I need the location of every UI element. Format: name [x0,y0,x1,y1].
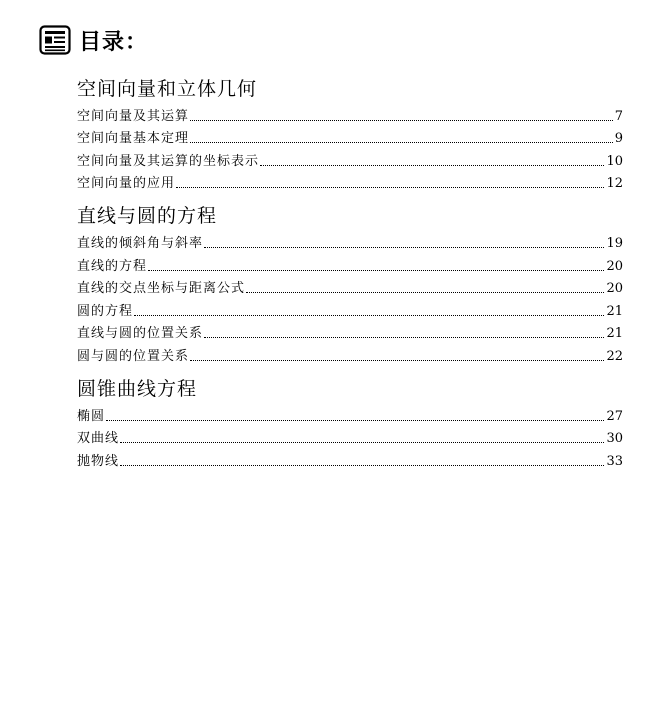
dot-leader [190,120,613,121]
dot-leader [120,465,604,466]
toc-header [39,24,148,56]
toc-entry-label: 空间向量的应用 [77,176,176,192]
dot-leader [204,337,604,338]
toc-entry-label: 抛物线 [77,453,120,469]
dot-leader [246,292,604,293]
toc-entry-label: 圆与圆的位置关系 [77,348,190,364]
table-of-contents [77,76,623,481]
toc-entry-page: 27 [606,408,623,424]
toc-entry-label: 直线与圆的位置关系 [77,326,204,342]
toc-entry-page: 9 [614,131,623,147]
toc-entry-label: 圆的方程 [77,303,134,319]
toc-entry-label: 直线的倾斜角与斜率 [77,235,204,251]
toc-entry-page: 20 [606,258,623,274]
toc-entry[interactable] [77,447,623,470]
toc-entry-label: 直线的方程 [77,258,148,274]
toc-entry-page: 30 [606,431,623,447]
dot-leader [120,442,604,443]
toc-entry[interactable] [77,229,623,252]
toc-entry[interactable] [77,102,623,125]
dot-leader [260,165,604,166]
toc-entry-page: 7 [614,108,623,124]
toc-entry-page: 10 [606,153,623,169]
toc-entry-page: 19 [606,235,623,251]
section-title: 直线与圆的方程 [77,205,218,228]
toc-entry-label: 空间向量及其运算的坐标表示 [77,153,260,169]
toc-entry[interactable] [77,170,623,193]
document-list-icon [39,24,71,56]
toc-entry[interactable] [77,297,623,320]
toc-entry-page: 33 [606,453,623,469]
toc-entry-label: 双曲线 [77,431,120,447]
toc-entry[interactable] [77,275,623,298]
dot-leader [190,142,613,143]
dot-leader [148,270,604,271]
page-title: 目录： [79,29,149,55]
toc-entry-label: 直线的交点坐标与距离公式 [77,281,246,297]
toc-entry-page: 21 [606,303,623,319]
toc-entry-page: 22 [606,348,623,364]
toc-entry[interactable] [77,402,623,425]
section-title: 圆锥曲线方程 [77,377,198,400]
dot-leader [134,315,604,316]
toc-entry[interactable] [77,252,623,275]
toc-entry-label: 空间向量及其运算 [77,108,190,124]
section-title: 空间向量和立体几何 [77,78,258,100]
toc-entry-page: 21 [606,326,623,342]
toc-entry-page: 12 [606,176,623,192]
toc-entry-label: 空间向量基本定理 [77,131,190,147]
dot-leader [190,360,604,361]
toc-entry-page: 20 [606,281,623,297]
toc-entry[interactable] [77,320,623,343]
dot-leader [106,420,604,421]
toc-entry[interactable] [77,342,623,365]
toc-entry[interactable] [77,147,623,170]
toc-entry[interactable] [77,425,623,448]
toc-entry[interactable] [77,125,623,148]
toc-section [77,76,623,192]
toc-entry-label: 椭圆 [77,408,106,424]
toc-section [77,203,623,365]
dot-leader [176,187,604,188]
toc-section [77,376,623,470]
dot-leader [204,247,604,248]
